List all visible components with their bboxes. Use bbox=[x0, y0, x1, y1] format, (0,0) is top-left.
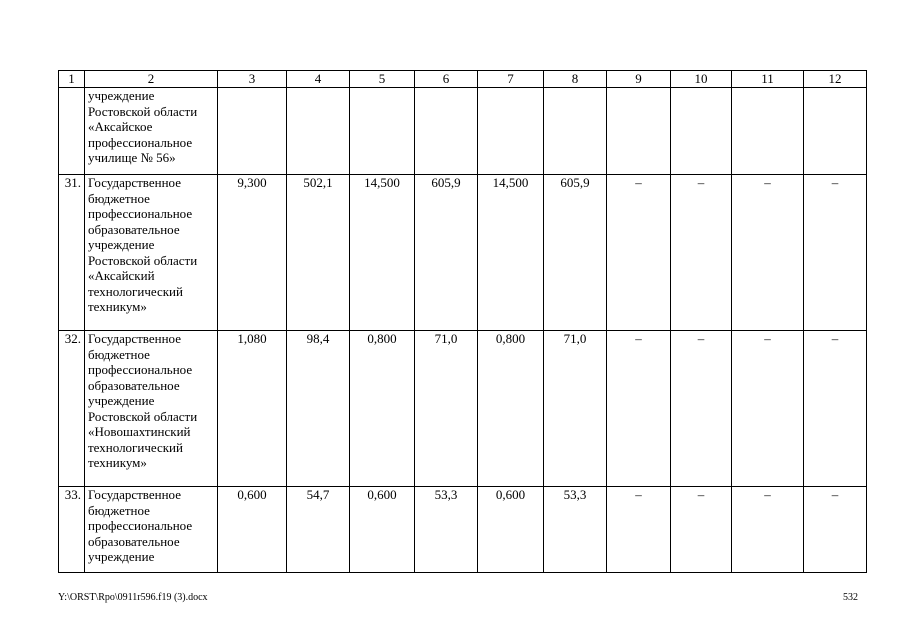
table-cell bbox=[544, 88, 607, 175]
table-row bbox=[59, 331, 867, 487]
institution-name: Государственное бюджетное профессиональное образовательное учреждение bbox=[85, 487, 218, 573]
table-cell bbox=[218, 88, 287, 175]
table-cell: 53,3 bbox=[544, 487, 607, 573]
footer-page-number: 532 bbox=[843, 592, 858, 603]
institution-name: Государственное бюджетное профессиональное образовательное учреждение Ростовской области «Новошахтинский технологический техникум» bbox=[85, 331, 218, 487]
table-row bbox=[59, 175, 867, 331]
table-cell: – bbox=[732, 175, 804, 331]
column-header: 1 bbox=[59, 71, 85, 88]
row-number bbox=[59, 88, 85, 175]
table-cell: – bbox=[607, 331, 671, 487]
table-cell bbox=[350, 88, 415, 175]
budget-table bbox=[58, 70, 867, 573]
table-row bbox=[59, 88, 867, 175]
row-number: 31. bbox=[59, 175, 85, 331]
column-header: 9 bbox=[607, 71, 671, 88]
table-cell: 0,600 bbox=[218, 487, 287, 573]
column-header: 2 bbox=[85, 71, 218, 88]
column-header: 11 bbox=[732, 71, 804, 88]
table-cell: 14,500 bbox=[350, 175, 415, 331]
table-cell: 71,0 bbox=[415, 331, 478, 487]
table-cell: 98,4 bbox=[287, 331, 350, 487]
table-cell: – bbox=[671, 175, 732, 331]
table-cell: 502,1 bbox=[287, 175, 350, 331]
table-cell: 0,800 bbox=[478, 331, 544, 487]
column-header: 12 bbox=[804, 71, 867, 88]
footer-file-path: Y:\ORST\Rpo\0911r596.f19 (3).docx bbox=[58, 592, 208, 603]
table-cell: – bbox=[607, 175, 671, 331]
table-cell bbox=[478, 88, 544, 175]
column-header: 7 bbox=[478, 71, 544, 88]
column-header: 3 bbox=[218, 71, 287, 88]
table-row bbox=[59, 487, 867, 573]
table-cell bbox=[415, 88, 478, 175]
table-cell: 0,600 bbox=[478, 487, 544, 573]
table-cell: – bbox=[607, 487, 671, 573]
table-cell: 605,9 bbox=[544, 175, 607, 331]
table-cell: 54,7 bbox=[287, 487, 350, 573]
table-cell: 53,3 bbox=[415, 487, 478, 573]
table-cell bbox=[607, 88, 671, 175]
table-cell bbox=[671, 88, 732, 175]
header-row bbox=[59, 71, 867, 88]
column-header: 5 bbox=[350, 71, 415, 88]
table-cell bbox=[804, 88, 867, 175]
table-cell: – bbox=[732, 487, 804, 573]
table-cell: – bbox=[804, 487, 867, 573]
table-cell: – bbox=[804, 331, 867, 487]
institution-name: учреждение Ростовской области «Аксайское профессиональное училище № 56» bbox=[85, 88, 218, 175]
column-header: 10 bbox=[671, 71, 732, 88]
table-cell bbox=[287, 88, 350, 175]
table-cell: 0,600 bbox=[350, 487, 415, 573]
institution-name: Государственное бюджетное профессиональное образовательное учреждение Ростовской области «Аксайский технологический техникум» bbox=[85, 175, 218, 331]
table-cell: – bbox=[671, 331, 732, 487]
column-header: 4 bbox=[287, 71, 350, 88]
table-cell: – bbox=[804, 175, 867, 331]
table-cell bbox=[732, 88, 804, 175]
row-number: 33. bbox=[59, 487, 85, 573]
table-cell: 605,9 bbox=[415, 175, 478, 331]
table-cell: 71,0 bbox=[544, 331, 607, 487]
column-header: 8 bbox=[544, 71, 607, 88]
table-cell: – bbox=[671, 487, 732, 573]
row-number: 32. bbox=[59, 331, 85, 487]
table-cell: 0,800 bbox=[350, 331, 415, 487]
column-header: 6 bbox=[415, 71, 478, 88]
table-cell: 14,500 bbox=[478, 175, 544, 331]
table-cell: 9,300 bbox=[218, 175, 287, 331]
table-cell: – bbox=[732, 331, 804, 487]
table-cell: 1,080 bbox=[218, 331, 287, 487]
